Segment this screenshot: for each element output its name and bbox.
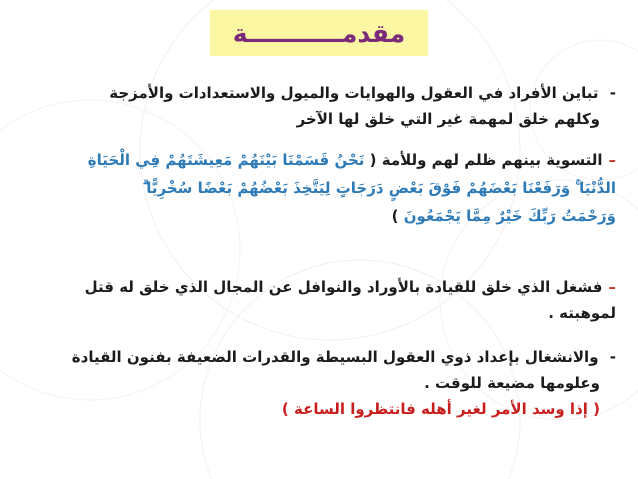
bullet-text: والانشغال بإعداد ذوي العقول البسيطة والقدرات الضعيفة بفنون القيادة: [71, 348, 599, 366]
bullet-dash: -: [609, 348, 616, 366]
bullet-4: [22, 344, 616, 422]
bullet-line: [22, 146, 616, 174]
slide-title: مقدمـــــــــــة: [232, 18, 406, 48]
bullet-line: [22, 202, 616, 230]
bullet-line: وكلهم خلق لمهمة غير التي خلق لها الآخر: [296, 110, 600, 128]
bullet-line: لموهبته .: [548, 304, 616, 322]
bullet-lead: التسوية بينهم ظلم لهم وللأمة (: [369, 151, 603, 169]
closing-paren: ): [391, 207, 399, 225]
bullet-text: فشغل الذي خلق للقيادة بالأوراد والنوافل عن المجال الذي خلق له قتل: [84, 278, 603, 296]
bullet-line: وعلومها مضيعة للوقت .: [424, 374, 600, 392]
bullet-dash: -: [609, 84, 616, 102]
quran-verse-text: نَحْنُ قَسَمْنَا بَيْنَهُمْ مَعِيشَتَهُمْ فِي الْحَيَاةِ: [87, 151, 365, 169]
bullet-line: [22, 80, 616, 106]
bullet-text: تباين الأفراد في العقول والهوايات والميول والاستعدادات والأمزجة: [109, 84, 599, 102]
bullet-dash: –: [608, 278, 616, 296]
quran-verse-text: الدُّنْيَا ۚ وَرَفَعْنَا بَعْضَهُمْ فَوْقَ بَعْضٍ دَرَجَاتٍ لِيَتَّخِذَ بَعْضُهُمْ بَعْضًا سُخْرِيًّا ۗ: [142, 179, 616, 197]
bullet-line: [22, 274, 616, 300]
bullet-3: [22, 274, 616, 326]
bullet-line: [22, 344, 616, 370]
quran-verse-text: وَرَحْمَتُ رَبِّكَ خَيْرٌ مِمَّا يَجْمَعُونَ: [403, 207, 616, 225]
bullet-2: [22, 146, 616, 230]
title-box: [210, 10, 428, 56]
bullet-dash: –: [608, 151, 616, 169]
hadith-highlight: ( إذا وسد الأمر لغير أهله فانتظروا الساعة ): [281, 400, 600, 418]
bullet-1: [22, 80, 616, 132]
